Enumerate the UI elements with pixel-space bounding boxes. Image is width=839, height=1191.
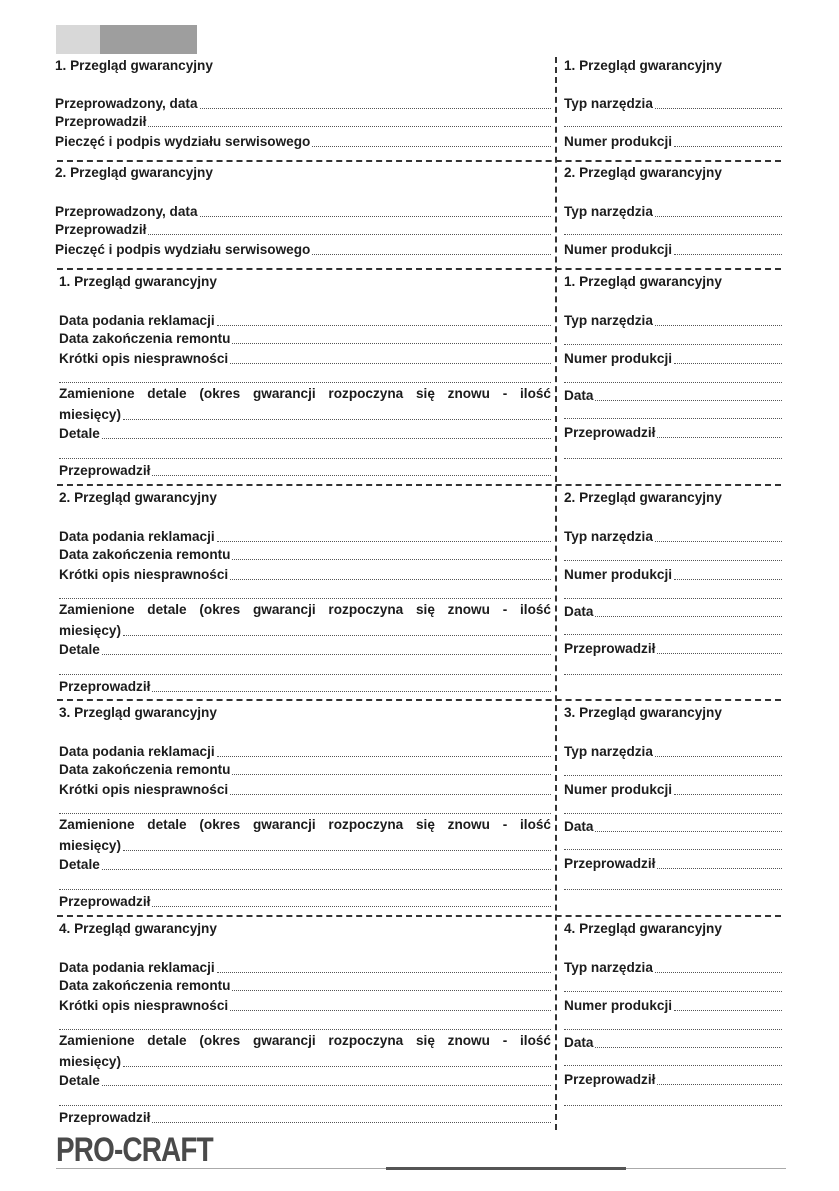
field-label: Data (564, 604, 594, 619)
field-months-row[interactable] (59, 621, 551, 639)
field-label: Przeprowadził (59, 463, 151, 478)
blank-line[interactable] (564, 634, 782, 635)
field-months-row[interactable] (59, 405, 551, 423)
fill-line[interactable] (152, 475, 551, 476)
fill-line[interactable] (655, 108, 782, 109)
field-complaint-date-row[interactable] (59, 311, 551, 329)
field-repair-end-row[interactable] (59, 545, 551, 563)
fill-line[interactable] (152, 906, 551, 907)
fill-line[interactable] (148, 126, 551, 127)
fill-line[interactable] (595, 831, 782, 832)
section-title: 2. Przegląd gwarancyjny (564, 490, 722, 505)
field-label: Typ narzędzia (564, 313, 653, 328)
field-fault-row[interactable] (59, 996, 551, 1014)
blank-line[interactable] (564, 1029, 782, 1030)
footer-rule-center (386, 1167, 626, 1170)
section-title: 2. Przegląd gwarancyjny (59, 490, 217, 505)
fill-line[interactable] (312, 146, 551, 147)
field-label: Detale (59, 857, 100, 872)
field-label: Data podania reklamacji (59, 313, 215, 328)
fill-line[interactable] (123, 419, 551, 420)
fill-line[interactable] (595, 400, 782, 401)
section-title: 1. Przegląd gwarancyjny (55, 58, 213, 73)
field-details-row[interactable] (59, 855, 551, 873)
fill-line[interactable] (102, 869, 551, 870)
fill-line[interactable] (148, 234, 551, 235)
field-details-row[interactable] (59, 1071, 551, 1089)
blank-line[interactable] (59, 674, 551, 675)
field-complaint-date-row[interactable] (59, 742, 551, 760)
fill-line[interactable] (217, 972, 551, 973)
fill-line[interactable] (232, 990, 551, 991)
field-label: Krótki opis niesprawności (59, 351, 229, 366)
field-label: Przeprowadził (55, 114, 147, 129)
field-by-row[interactable] (59, 677, 551, 695)
fill-line[interactable] (655, 756, 782, 757)
cut-line-4 (57, 699, 781, 701)
fill-line[interactable] (655, 541, 782, 542)
field-label: Data podania reklamacji (59, 960, 215, 975)
field-tool-type-row[interactable] (564, 742, 782, 760)
section-title: 3. Przegląd gwarancyjny (59, 705, 217, 720)
cut-line-2 (57, 268, 781, 270)
field-label: Data podania reklamacji (59, 744, 215, 759)
field-date-row[interactable] (564, 1033, 782, 1051)
fill-line[interactable] (102, 438, 551, 439)
field-by-row[interactable] (55, 220, 551, 238)
field-label: Data zakończenia remontu (59, 331, 231, 346)
section-title: 1. Przegląd gwarancyjny (564, 274, 722, 289)
section-title: 3. Przegląd gwarancyjny (564, 705, 722, 720)
replaced-parts-heading: Zamienione detale (okres gwarancji rozpoczyna się znowu - ilość (59, 817, 551, 832)
fill-line[interactable] (655, 972, 782, 973)
field-date-row[interactable] (55, 94, 551, 112)
field-label: Numer produkcji (564, 998, 673, 1013)
vertical-cut-line (555, 57, 557, 1130)
field-label: Przeprowadzony, data (55, 96, 198, 111)
section-title: 4. Przegląd gwarancyjny (59, 921, 217, 936)
blank-line[interactable] (59, 1105, 551, 1106)
fill-line[interactable] (200, 216, 551, 217)
field-by-row[interactable] (564, 423, 782, 441)
field-label: Data (564, 1035, 594, 1050)
fill-line[interactable] (655, 325, 782, 326)
field-complaint-date-row[interactable] (59, 527, 551, 545)
footer-rule-left (56, 1168, 386, 1169)
field-by-row[interactable] (564, 854, 782, 872)
fill-line[interactable] (674, 579, 782, 580)
field-stamp-row[interactable] (55, 240, 551, 258)
field-date-row[interactable] (564, 817, 782, 835)
field-label: Przeprowadził (564, 856, 656, 871)
field-label: Przeprowadził (59, 1110, 151, 1125)
fill-line[interactable] (674, 363, 782, 364)
blank-line[interactable] (59, 889, 551, 890)
blank-line[interactable] (564, 598, 782, 599)
fill-line[interactable] (230, 363, 551, 364)
fill-line[interactable] (232, 559, 551, 560)
field-date-row[interactable] (55, 202, 551, 220)
field-label: Numer produkcji (564, 134, 673, 149)
field-label: Krótki opis niesprawności (59, 782, 229, 797)
field-date-row[interactable] (564, 386, 782, 404)
field-label: Data podania reklamacji (59, 529, 215, 544)
fill-line[interactable] (674, 254, 782, 255)
fill-line[interactable] (123, 850, 551, 851)
field-label: Numer produkcji (564, 782, 673, 797)
field-tool-type-row[interactable] (564, 202, 782, 220)
field-label: miesięcy) (59, 623, 121, 638)
fill-line[interactable] (217, 541, 551, 542)
fill-line[interactable] (123, 635, 551, 636)
fill-line[interactable] (217, 756, 551, 757)
field-label: Typ narzędzia (564, 96, 653, 111)
field-production-number-row[interactable] (564, 780, 782, 798)
field-label: Data zakończenia remontu (59, 547, 231, 562)
blank-line[interactable] (59, 1029, 551, 1030)
header-tab-light (56, 25, 100, 54)
field-label: Detale (59, 1073, 100, 1088)
blank-line[interactable] (564, 126, 782, 127)
blank-line[interactable] (564, 849, 782, 850)
cut-line-5 (57, 915, 781, 917)
field-label: Data (564, 819, 594, 834)
field-label: Detale (59, 426, 100, 441)
cut-line-3 (57, 484, 781, 486)
field-label: Detale (59, 642, 100, 657)
field-repair-end-row[interactable] (59, 329, 551, 347)
fill-line[interactable] (152, 691, 551, 692)
field-tool-type-row[interactable] (564, 958, 782, 976)
field-label: Pieczęć i podpis wydziału serwisowego (55, 134, 311, 149)
field-by-row[interactable] (55, 112, 551, 130)
replaced-parts-heading: Zamienione detale (okres gwarancji rozpoczyna się znowu - ilość (59, 386, 551, 401)
cut-line-1 (57, 160, 781, 162)
fill-line[interactable] (674, 794, 782, 795)
field-label: Numer produkcji (564, 242, 673, 257)
field-label: Typ narzędzia (564, 529, 653, 544)
field-by-row[interactable] (59, 1108, 551, 1126)
pro-craft-logo: PRO-CRAFT (56, 1131, 213, 1169)
field-production-number-row[interactable] (564, 240, 782, 258)
blank-line[interactable] (564, 418, 782, 419)
blank-line[interactable] (564, 344, 782, 345)
field-fault-row[interactable] (59, 780, 551, 798)
field-label: Przeprowadzony, data (55, 204, 198, 219)
field-details-row[interactable] (59, 640, 551, 658)
blank-line[interactable] (564, 382, 782, 383)
field-label: Typ narzędzia (564, 204, 653, 219)
blank-line[interactable] (564, 889, 782, 890)
field-production-number-row[interactable] (564, 996, 782, 1014)
blank-line[interactable] (59, 813, 551, 814)
field-label: Data (564, 388, 594, 403)
field-label: miesięcy) (59, 407, 121, 422)
fill-line[interactable] (152, 1122, 551, 1123)
section-title: 2. Przegląd gwarancyjny (55, 165, 213, 180)
field-by-row[interactable] (59, 461, 551, 479)
field-months-row[interactable] (59, 1052, 551, 1070)
fill-line[interactable] (232, 774, 551, 775)
blank-line[interactable] (564, 813, 782, 814)
field-label: Numer produkcji (564, 351, 673, 366)
section-title: 1. Przegląd gwarancyjny (59, 274, 217, 289)
field-label: Przeprowadził (59, 894, 151, 909)
field-label: Przeprowadził (564, 425, 656, 440)
fill-line[interactable] (657, 1084, 782, 1085)
field-production-number-row[interactable] (564, 565, 782, 583)
fill-line[interactable] (232, 343, 551, 344)
field-label: Pieczęć i podpis wydziału serwisowego (55, 242, 311, 257)
field-months-row[interactable] (59, 836, 551, 854)
footer-rule-right (626, 1168, 786, 1169)
field-by-row[interactable] (564, 639, 782, 657)
field-label: Przeprowadził (59, 679, 151, 694)
blank-line[interactable] (564, 991, 782, 992)
blank-line[interactable] (59, 598, 551, 599)
header-tab-dark (100, 25, 197, 54)
blank-line[interactable] (59, 382, 551, 383)
fill-line[interactable] (674, 1010, 782, 1011)
field-tool-type-row[interactable] (564, 527, 782, 545)
field-label: Przeprowadził (564, 641, 656, 656)
section-title: 2. Przegląd gwarancyjny (564, 165, 722, 180)
field-label: Przeprowadził (564, 1072, 656, 1087)
blank-line[interactable] (564, 560, 782, 561)
fill-line[interactable] (595, 616, 782, 617)
fill-line[interactable] (230, 579, 551, 580)
fill-line[interactable] (674, 146, 782, 147)
field-production-number-row[interactable] (564, 132, 782, 150)
fill-line[interactable] (123, 1066, 551, 1067)
field-fault-row[interactable] (59, 565, 551, 583)
field-tool-type-row[interactable] (564, 311, 782, 329)
blank-line[interactable] (564, 1105, 782, 1106)
blank-line[interactable] (564, 234, 782, 235)
field-label: Typ narzędzia (564, 960, 653, 975)
fill-line[interactable] (657, 437, 782, 438)
field-tool-type-row[interactable] (564, 94, 782, 112)
field-label: Krótki opis niesprawności (59, 998, 229, 1013)
field-by-row[interactable] (59, 892, 551, 910)
blank-line[interactable] (564, 674, 782, 675)
fill-line[interactable] (657, 653, 782, 654)
field-label: Data zakończenia remontu (59, 978, 231, 993)
field-stamp-row[interactable] (55, 132, 551, 150)
section-title: 4. Przegląd gwarancyjny (564, 921, 722, 936)
field-fault-row[interactable] (59, 349, 551, 367)
fill-line[interactable] (230, 794, 551, 795)
fill-line[interactable] (200, 108, 551, 109)
fill-line[interactable] (312, 254, 551, 255)
field-repair-end-row[interactable] (59, 760, 551, 778)
fill-line[interactable] (655, 216, 782, 217)
blank-line[interactable] (59, 458, 551, 459)
fill-line[interactable] (595, 1047, 782, 1048)
field-label: miesięcy) (59, 838, 121, 853)
field-label: Numer produkcji (564, 567, 673, 582)
field-label: Przeprowadził (55, 222, 147, 237)
field-date-row[interactable] (564, 602, 782, 620)
fill-line[interactable] (102, 654, 551, 655)
field-repair-end-row[interactable] (59, 976, 551, 994)
field-details-row[interactable] (59, 424, 551, 442)
replaced-parts-heading: Zamienione detale (okres gwarancji rozpoczyna się znowu - ilość (59, 602, 551, 617)
field-complaint-date-row[interactable] (59, 958, 551, 976)
blank-line[interactable] (564, 458, 782, 459)
field-label: Typ narzędzia (564, 744, 653, 759)
replaced-parts-heading: Zamienione detale (okres gwarancji rozpoczyna się znowu - ilość (59, 1033, 551, 1048)
fill-line[interactable] (230, 1010, 551, 1011)
fill-line[interactable] (217, 325, 551, 326)
field-label: Data zakończenia remontu (59, 762, 231, 777)
field-label: Krótki opis niesprawności (59, 567, 229, 582)
field-label: miesięcy) (59, 1054, 121, 1069)
field-production-number-row[interactable] (564, 349, 782, 367)
fill-line[interactable] (102, 1085, 551, 1086)
field-by-row[interactable] (564, 1070, 782, 1088)
fill-line[interactable] (657, 868, 782, 869)
section-title: 1. Przegląd gwarancyjny (564, 58, 722, 73)
blank-line[interactable] (564, 1065, 782, 1066)
blank-line[interactable] (564, 775, 782, 776)
